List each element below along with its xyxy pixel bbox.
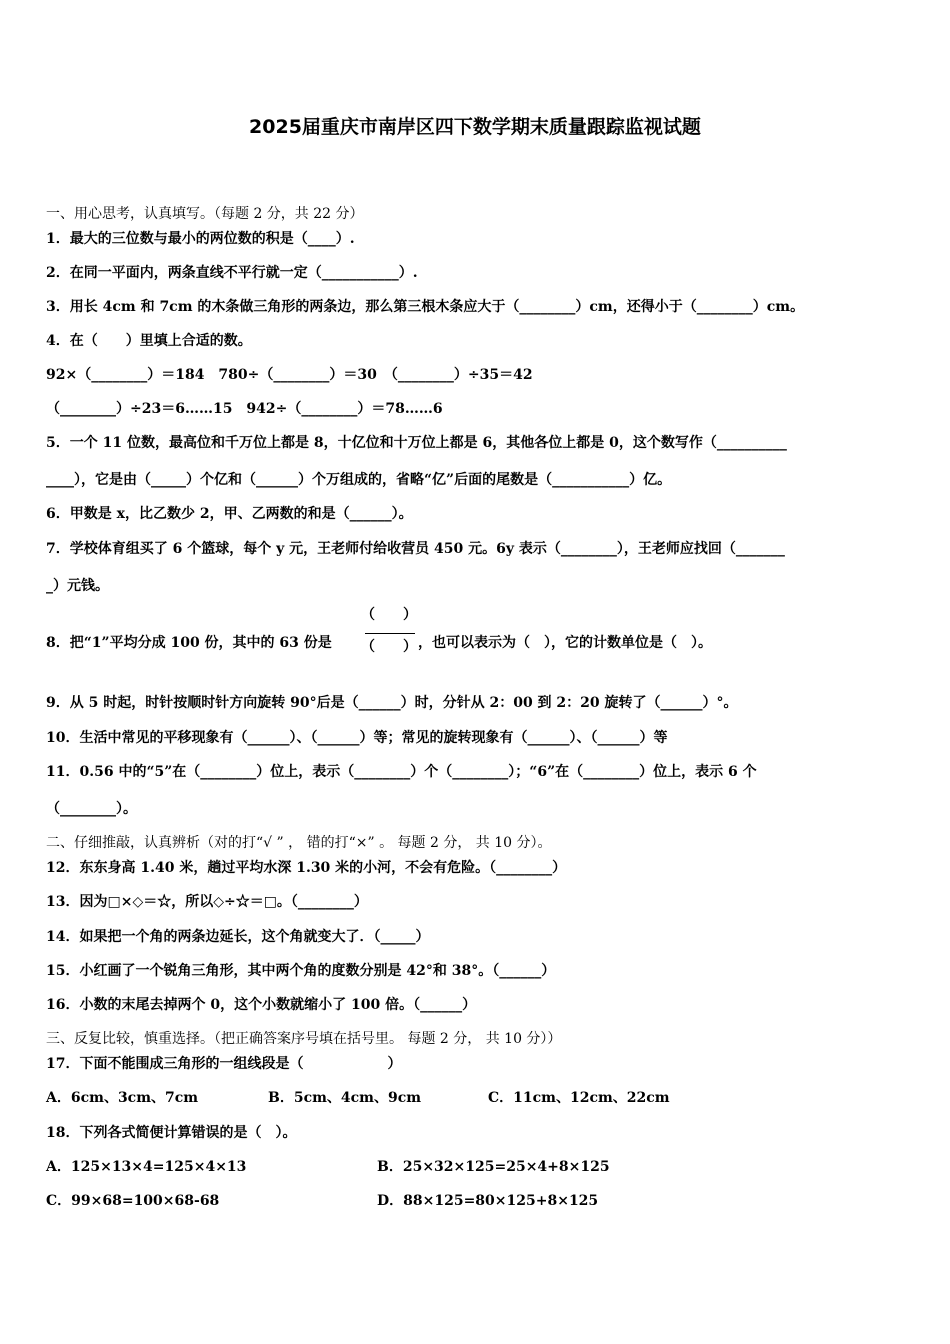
- question-5-line-2: ____），它是由（_____）个亿和（______）个万组成的，省略“亿”后面的尾数是（___________）亿。: [46, 472, 672, 488]
- question-2: 2．在同一平面内，两条直线不平行就一定（___________）.: [46, 265, 418, 281]
- question-18-option-c: C．99×68=100×68-68: [46, 1193, 220, 1209]
- question-17-option-a: A．6cm、3cm、7cm: [46, 1090, 199, 1106]
- question-8: [46, 632, 712, 652]
- question-16: 16．小数的末尾去掉两个 0，这个小数就缩小了 100 倍。（______）: [46, 997, 477, 1013]
- section-3-heading: 三、反复比较，慎重选择。（把正确答案序号填在括号里。 每题 2 分， 共 10 分））: [46, 1031, 562, 1047]
- question-6: 6．甲数是 x，比乙数少 2，甲、乙两数的和是（______）。: [46, 506, 413, 522]
- question-9: 9．从 5 时起，时针按顺时针方向旋转 90°后是（______）时，分针从 2：00 到 2：20 旋转了（______）°。: [46, 695, 738, 711]
- question-17-option-b: B．5cm、4cm、9cm: [268, 1090, 422, 1106]
- question-18-stem: 18．下列各式简便计算错误的是（ ）。: [46, 1125, 297, 1141]
- question-4-row-2: （________）÷23＝6……15 942÷（________）＝78……6: [46, 401, 443, 417]
- question-14: 14．如果把一个角的两条边延长，这个角就变大了．（_____）: [46, 929, 430, 945]
- question-3: 3．用长 4cm 和 7cm 的木条做三角形的两条边，那么第三根木条应大于（________）cm，还得小于（________）cm。: [46, 299, 805, 315]
- question-18-option-d: D．88×125=80×125+8×125: [377, 1193, 599, 1209]
- question-18-option-b: B．25×32×125=25×4+8×125: [377, 1159, 610, 1175]
- fraction-denominator: （ ）: [361, 639, 417, 655]
- question-11-line-1: 11．0.56 中的“5”在（________）位上，表示（________）个（________）；“6”在（________）位上，表示 6 个: [46, 764, 757, 780]
- section-1-heading: 一、用心思考，认真填写。（每题 2 分，共 22 分）: [46, 206, 364, 222]
- section-2-heading: 二、仔细推敲，认真辨析（对的打“√ ” ， 错的打“×” 。 每题 2 分， 共 10 分）。: [46, 835, 552, 851]
- fraction-bar: [365, 633, 415, 634]
- question-17-option-c: C．11cm、12cm、22cm: [488, 1090, 670, 1106]
- question-5-line-1: 5．一个 11 位数，最高位和千万位上都是 8，十亿位和十万位上都是 6，其他各位上都是 0，这个数写作（__________: [46, 435, 787, 451]
- question-17-stem: 17．下面不能围成三角形的一组线段是（ ）: [46, 1056, 402, 1072]
- question-12: 12．东东身高 1.40 米，趟过平均水深 1.30 米的小河，不会有危险。（________）: [46, 860, 567, 876]
- question-8-tail: ，也可以表示为（ ），它的计数单位是（ ）。: [418, 635, 712, 651]
- question-10: 10．生活中常见的平移现象有（______）、（______）等；常见的旋转现象有（______）、（______）等: [46, 730, 668, 746]
- question-7-line-1: 7．学校体育组买了 6 个篮球，每个 y 元，王老师付给收营员 450 元。6y 表示（________），王老师应找回（_______: [46, 541, 785, 557]
- page-title: 2025届重庆市南岸区四下数学期末质量跟踪监视试题: [249, 116, 701, 138]
- question-8-fraction: [361, 604, 417, 658]
- fraction-numerator: （ ）: [361, 607, 417, 623]
- question-4-stem: 4．在（ ）里填上合适的数。: [46, 333, 252, 349]
- question-7-line-2: _）元钱。: [46, 578, 109, 594]
- question-4-row-1: 92×（________）＝184 780÷（________）＝30 （________）÷35＝42: [46, 367, 533, 383]
- question-18-option-a: A．125×13×4=125×4×13: [46, 1159, 247, 1175]
- question-15: 15．小红画了一个锐角三角形，其中两个角的度数分别是 42°和 38°。（______）: [46, 963, 556, 979]
- question-8-head: 8．把“1”平均分成 100 份，其中的 63 份是: [46, 635, 332, 651]
- question-1: 1．最大的三位数与最小的两位数的积是（____）.: [46, 231, 355, 247]
- question-11-line-2: （________）。: [46, 801, 137, 817]
- question-13: 13．因为□×◇＝☆，所以◇÷☆＝□。（________）: [46, 894, 368, 910]
